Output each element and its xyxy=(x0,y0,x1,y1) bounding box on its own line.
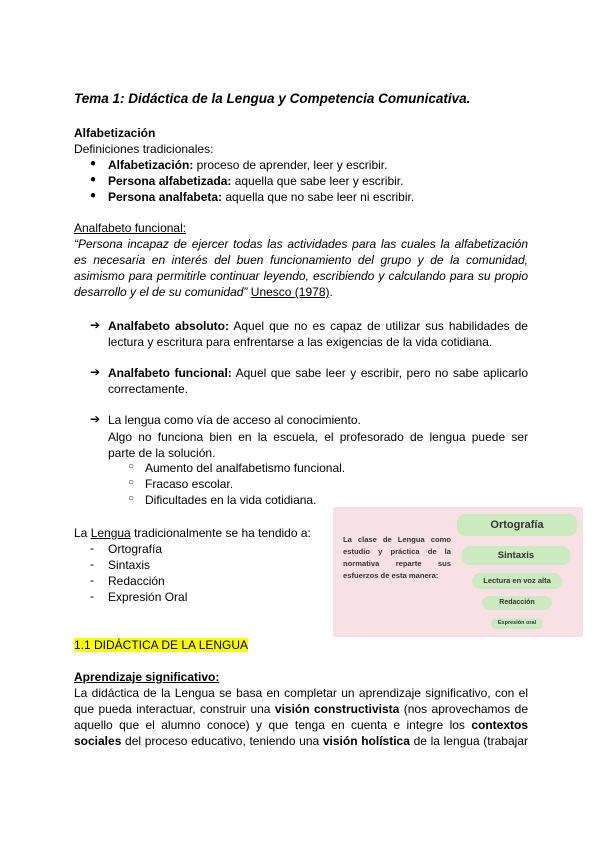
arrow-bullet-icon: ➔ xyxy=(90,318,101,332)
circle-bullet-icon: ○ xyxy=(128,461,135,472)
quote-line: es necesaria en interés del buen funcionamiento del grupo y de la comunidad, xyxy=(74,253,528,267)
page-title: Tema 1: Didáctica de la Lengua y Competencia Comunicativa. xyxy=(74,91,471,106)
quote-line: “Persona incapaz de ejercer todas las actividades para las cuales la alfabetización xyxy=(74,237,528,251)
paragraph-line: sociales del proceso educativo, teniendo una visión holística de la lengua (trabajar xyxy=(74,734,528,748)
tendido-item: Redacción xyxy=(108,574,165,588)
analfabeto-funcional-heading: Analfabeto funcional: xyxy=(74,221,187,235)
definition-item: Alfabetización: proceso de aprender, leer y escribir. xyxy=(108,158,388,172)
tendido-item: Sintaxis xyxy=(108,558,151,572)
arrow-item-line: Analfabeto absoluto: Aquel que no es capaz de utilizar sus habilidades de xyxy=(108,319,528,333)
alfabetizacion-heading: Alfabetización xyxy=(74,126,156,140)
bullet-icon: ● xyxy=(90,190,97,201)
figure-caption-text: La clase de Lengua como estudio y práctica de la normativa reparte sus esfuerzos de esta manera: xyxy=(343,535,451,580)
lengua-via-line: Algo no funciona bien en la escuela, el profesorado de lengua puede ser xyxy=(108,430,528,444)
pill-sintaxis: Sintaxis xyxy=(462,546,570,565)
paragraph-line: aquello que el alumno conoce) y que tenga en cuenta e integre los contextos xyxy=(74,718,528,732)
paragraph-line: La didáctica de la Lengua se basa en completar un aprendizaje significativo, con el xyxy=(74,686,528,700)
definiciones-intro: Definiciones tradicionales: xyxy=(74,142,214,156)
arrow-bullet-icon: ➔ xyxy=(90,365,101,379)
dash-bullet-icon: - xyxy=(90,541,94,555)
arrow-bullet-icon: ➔ xyxy=(90,412,101,426)
dash-bullet-icon: - xyxy=(90,557,94,571)
pill-lectura: Lectura en voz alta xyxy=(472,573,562,589)
pill-ortografia: Ortografía xyxy=(457,514,577,536)
lengua-effort-figure xyxy=(333,507,583,637)
pill-redaccion: Redacción xyxy=(482,596,552,610)
sub-list-item: Dificultades en la vida cotidiana. xyxy=(145,493,317,507)
circle-bullet-icon: ○ xyxy=(128,477,135,488)
paragraph-line: que pueda interactuar, construir una visión constructivista (nos aprovechamos de xyxy=(74,702,528,716)
aprendizaje-heading: Aprendizaje significativo: xyxy=(74,670,220,684)
circle-bullet-icon: ○ xyxy=(128,493,135,504)
arrow-item-line: lectura y escritura para enfrentarse a las exigencias de la vida cotidiana. xyxy=(108,335,493,349)
section-heading: 1.1 DIDÁCTICA DE LA LENGUA xyxy=(74,638,249,652)
pill-expresion-oral: Expresión oral xyxy=(491,618,543,629)
tendido-item: Expresión Oral xyxy=(108,590,188,604)
lengua-via-line: La lengua como vía de acceso al conocimiento. xyxy=(108,413,361,427)
bullet-icon: ● xyxy=(90,174,97,185)
arrow-item-line: correctamente. xyxy=(108,382,189,396)
lengua-via-line: parte de la solución. xyxy=(108,446,216,460)
dash-bullet-icon: - xyxy=(90,589,94,603)
quote-last-line: desarrollo y el de su comunidad” Unesco (1978). xyxy=(74,285,333,299)
definition-item: Persona analfabeta: aquella que no sabe leer ni escribir. xyxy=(108,190,415,204)
quote-line: asimismo para permitirle continuar leyendo, escribiendo y calculando para su propio xyxy=(74,269,528,283)
sub-list-item: Aumento del analfabetismo funcional. xyxy=(145,461,346,475)
dash-bullet-icon: - xyxy=(90,573,94,587)
sub-list-item: Fracaso escolar. xyxy=(145,477,234,491)
unesco-source-link[interactable]: Unesco (1978) xyxy=(250,285,330,299)
tendido-item: Ortografía xyxy=(108,542,163,556)
definition-item: Persona alfabetizada: aquella que sabe leer y escribir. xyxy=(108,174,404,188)
lengua-tendido-line: La Lengua tradicionalmente se ha tendido a: xyxy=(74,526,311,540)
arrow-item-line: Analfabeto funcional: Aquel que sabe leer y escribir, pero no sabe aplicarlo xyxy=(108,366,529,380)
bullet-icon: ● xyxy=(90,158,97,169)
